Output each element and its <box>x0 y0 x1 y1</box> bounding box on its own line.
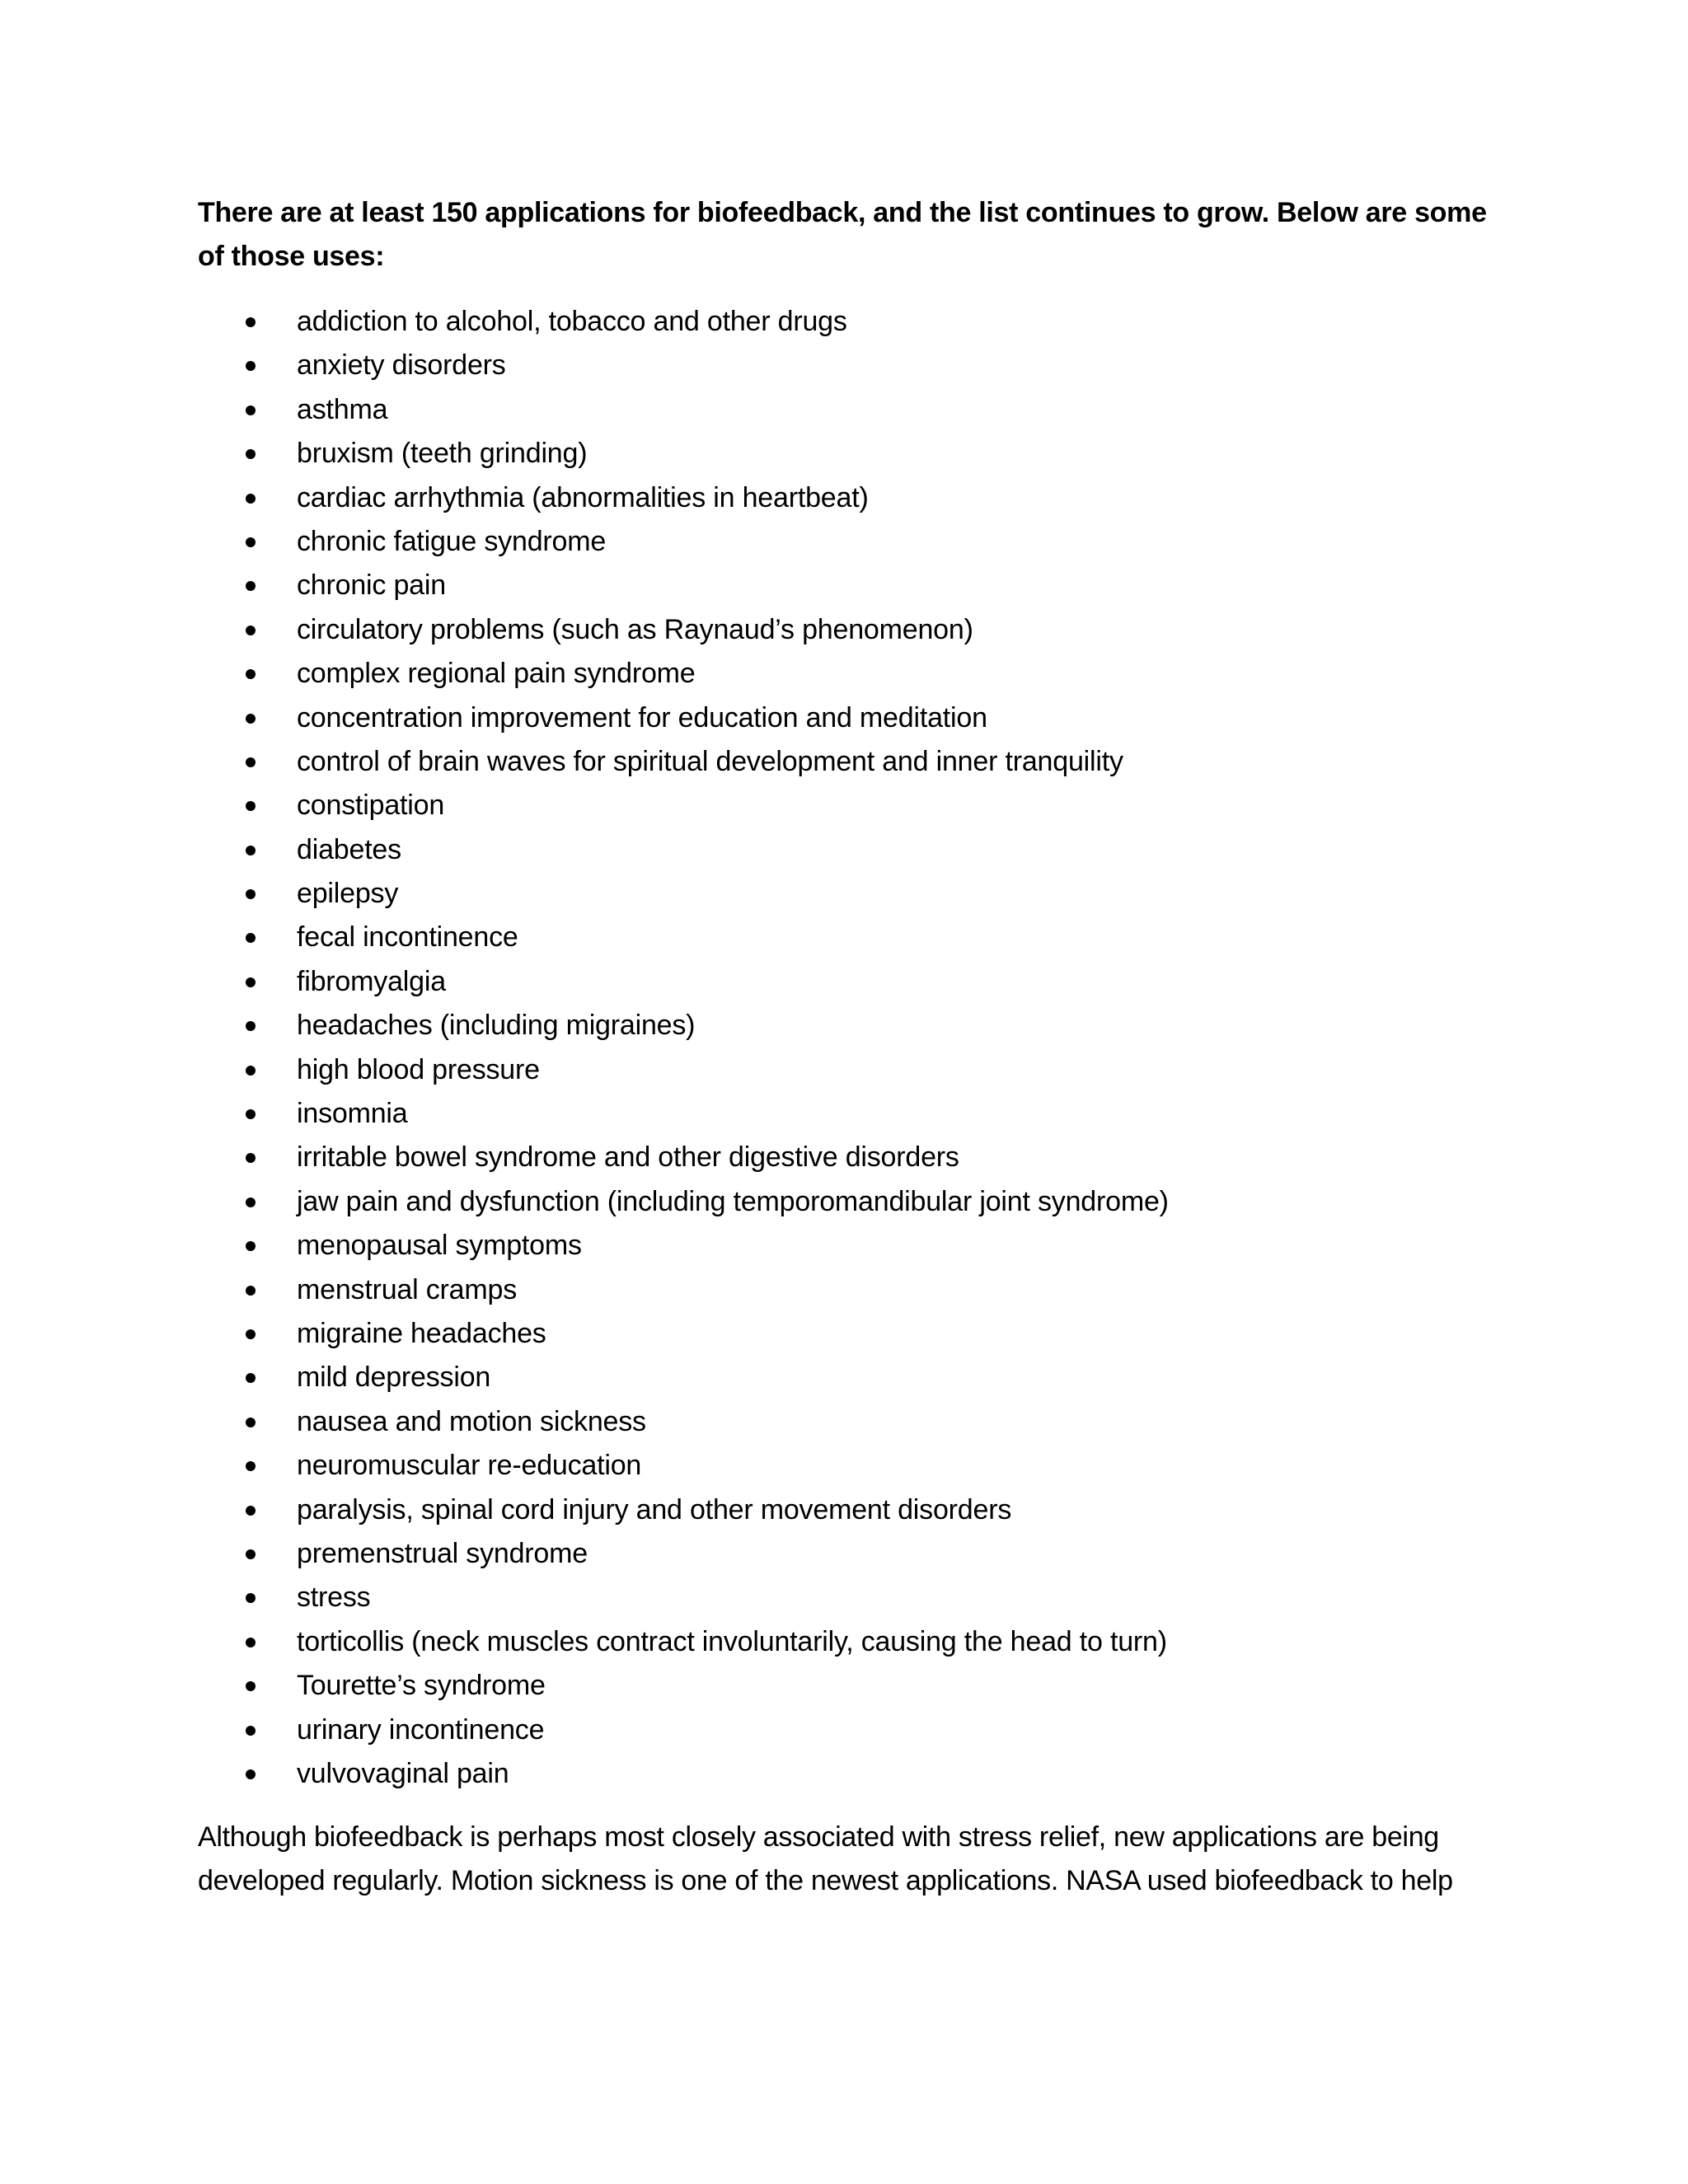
list-item-text: bruxism (teeth grinding) <box>297 438 588 470</box>
list-item-text: paralysis, spinal cord injury and other movement disorders <box>297 1493 1012 1526</box>
list-item <box>198 1312 1500 1356</box>
bullet-icon <box>246 889 256 899</box>
list-item-text: headaches (including migraines) <box>297 1010 696 1042</box>
list-item-text: premenstrual syndrome <box>297 1537 588 1569</box>
list-item <box>198 608 1500 652</box>
list-item-text: insomnia <box>297 1098 408 1130</box>
bullet-icon <box>246 1726 256 1736</box>
list-item-text: constipation <box>297 790 445 822</box>
list-item-text: migraine headaches <box>297 1317 546 1349</box>
list-item-text: complex regional pain syndrome <box>297 658 696 690</box>
bullet-icon <box>246 1593 256 1603</box>
list-item <box>198 1444 1500 1488</box>
bullet-icon <box>246 757 256 767</box>
list-item-text: high blood pressure <box>297 1053 540 1085</box>
bullet-icon <box>246 1506 256 1516</box>
document-content <box>198 191 1500 1903</box>
list-item-text: epilepsy <box>297 878 399 910</box>
bullet-icon <box>246 1638 256 1647</box>
bullet-icon <box>246 361 256 371</box>
bullet-icon <box>246 846 256 855</box>
list-item <box>198 1664 1500 1708</box>
list-item-text: cardiac arrhythmia (abnormalities in heartbeat) <box>297 481 869 513</box>
bullet-icon <box>246 449 256 459</box>
bullet-icon <box>246 1109 256 1119</box>
list-item <box>198 1092 1500 1136</box>
list-item-text: addiction to alcohol, tobacco and other drugs <box>297 306 847 337</box>
list-item <box>198 1268 1500 1312</box>
list-item-text: menstrual cramps <box>297 1273 517 1305</box>
bullet-icon <box>246 1549 256 1559</box>
list-item-text: fecal incontinence <box>297 921 518 954</box>
list-item <box>198 1224 1500 1268</box>
list-item-text: chronic fatigue syndrome <box>297 525 607 557</box>
bullet-icon <box>246 1066 256 1076</box>
list-item-text: chronic pain <box>297 569 446 602</box>
list-item <box>198 1488 1500 1532</box>
list-item <box>198 1400 1500 1444</box>
bullet-icon <box>246 494 256 504</box>
list-item <box>198 740 1500 784</box>
bullet-icon <box>246 1681 256 1691</box>
bullet-icon <box>246 801 256 811</box>
bullet-icon <box>246 1418 256 1427</box>
list-item <box>198 784 1500 827</box>
list-item <box>198 344 1500 387</box>
list-item <box>198 388 1500 432</box>
list-item-text: diabetes <box>297 833 401 865</box>
bullet-icon <box>246 1329 256 1339</box>
list-item <box>198 872 1500 916</box>
bullet-icon <box>246 1021 256 1031</box>
list-item-text: circulatory problems (such as Raynaud’s phenomenon) <box>297 613 973 645</box>
uses-list <box>198 300 1500 1796</box>
bullet-icon <box>246 317 256 327</box>
list-item <box>198 1708 1500 1752</box>
list-item-text: Tourette’s syndrome <box>297 1670 546 1702</box>
list-item <box>198 1620 1500 1664</box>
bullet-icon <box>246 1241 256 1251</box>
bullet-icon <box>246 933 256 943</box>
list-item-text: irritable bowel syndrome and other digestive disorders <box>297 1141 959 1174</box>
list-item <box>198 1576 1500 1619</box>
list-item <box>198 1356 1500 1399</box>
list-item-text: concentration improvement for education and meditation <box>297 701 987 733</box>
list-item <box>198 916 1500 959</box>
list-item-text: menopausal symptoms <box>297 1230 582 1262</box>
list-item-text: fibromyalgia <box>297 965 446 997</box>
list-item-text: neuromuscular re-education <box>297 1450 642 1482</box>
bullet-icon <box>246 1286 256 1296</box>
bullet-icon <box>246 1153 256 1163</box>
list-item <box>198 300 1500 344</box>
list-item <box>198 1752 1500 1796</box>
bullet-icon <box>246 581 256 591</box>
list-item <box>198 432 1500 476</box>
bullet-icon <box>246 977 256 987</box>
bullet-icon <box>246 1373 256 1383</box>
list-item-text: stress <box>297 1582 371 1614</box>
list-item-text: mild depression <box>297 1361 491 1394</box>
list-item-text: nausea and motion sickness <box>297 1405 646 1437</box>
list-item <box>198 652 1500 696</box>
list-item-text: jaw pain and dysfunction (including temporomandibular joint syndrome) <box>297 1185 1169 1217</box>
list-item-text: asthma <box>297 393 388 425</box>
list-item-text: torticollis (neck muscles contract involuntarily, causing the head to turn) <box>297 1625 1167 1657</box>
list-item <box>198 960 1500 1004</box>
list-item <box>198 1004 1500 1047</box>
list-item-text: vulvovaginal pain <box>297 1757 509 1789</box>
bullet-icon <box>246 1197 256 1207</box>
list-item-text: urinary incontinence <box>297 1713 545 1746</box>
bullet-icon <box>246 1461 256 1471</box>
list-item <box>198 696 1500 740</box>
list-item <box>198 564 1500 607</box>
list-item <box>198 1136 1500 1179</box>
bullet-icon <box>246 626 256 635</box>
bullet-icon <box>246 714 256 724</box>
bullet-icon <box>246 1769 256 1779</box>
list-item <box>198 1048 1500 1092</box>
closing-paragraph: Although biofeedback is perhaps most closely associated with stress relief, new applications are being developed regularly. Motion sickness is one of the newest applications. NASA used biofeedback to help <box>198 1821 1453 1897</box>
list-item-text: control of brain waves for spiritual development and inner tranquility <box>297 745 1123 777</box>
bullet-icon <box>246 669 256 679</box>
list-item <box>198 476 1500 520</box>
intro-paragraph: There are at least 150 applications for biofeedback, and the list continues to grow. Below are some of those uses: <box>198 197 1487 272</box>
list-item <box>198 520 1500 564</box>
list-item <box>198 828 1500 872</box>
bullet-icon <box>246 405 256 415</box>
list-item <box>198 1532 1500 1576</box>
bullet-icon <box>246 537 256 547</box>
list-item-text: anxiety disorders <box>297 349 506 382</box>
list-item <box>198 1180 1500 1224</box>
